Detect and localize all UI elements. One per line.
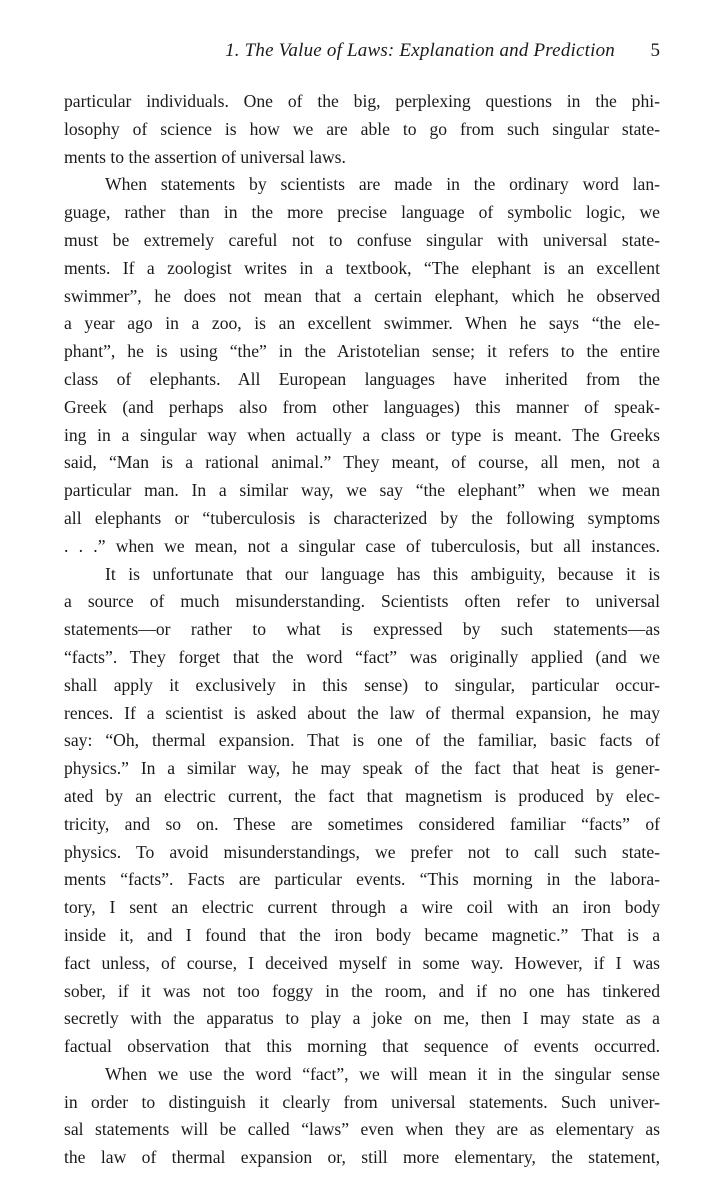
text-line: statements—or rather to what is expressed by such statements—as	[64, 619, 660, 640]
text-line: fact unless, of course, I deceived myself in some way. However, if I was	[64, 952, 660, 973]
text-line: said, “Man is a rational animal.” They meant, of course, all men, not a	[64, 452, 660, 473]
text-line: swimmer”, he does not mean that a certain elephant, which he observed	[64, 285, 660, 306]
text-line: guage, rather than in the more precise language of symbolic logic, we	[64, 202, 660, 223]
text-line: Greek (and perhaps also from other languages) this manner of speak-	[64, 396, 660, 417]
text-line: tricity, and so on. These are sometimes considered familiar “facts” of	[64, 813, 660, 834]
text-line: physics.” In a similar way, he may speak of the fact that heat is gener-	[64, 758, 660, 779]
paragraph-first-line: It is unfortunate that our language has this ambiguity, because it is	[105, 563, 660, 584]
text-line: particular man. In a similar way, we say “the elephant” when we mean	[64, 480, 660, 501]
text-line: in order to distinguish it clearly from universal statements. Such univer-	[64, 1091, 660, 1112]
text-line: ments to the assertion of universal laws.	[64, 146, 346, 167]
text-line: physics. To avoid misunderstandings, we prefer not to call such state-	[64, 841, 660, 862]
text-line: phant”, he is using “the” in the Aristotelian sense; it refers to the entire	[64, 341, 660, 362]
text-line: ments “facts”. Facts are particular events. “This morning in the labora-	[64, 869, 660, 890]
text-line: the law of thermal expansion or, still more elementary, the statement,	[64, 1147, 660, 1168]
text-line: losophy of science is how we are able to go from such singular state-	[64, 118, 660, 139]
text-line: all elephants or “tuberculosis is characterized by the following symptoms	[64, 507, 660, 528]
text-line: ing in a singular way when actually a class or type is meant. The Greeks	[64, 424, 660, 445]
text-line: secretly with the apparatus to play a joke on me, then I may state as a	[64, 1008, 660, 1029]
paragraph-first-line: When statements by scientists are made in the ordinary word lan-	[105, 174, 660, 195]
text-line: ated by an electric current, the fact that magnetism is produced by elec-	[64, 785, 660, 806]
text-line: particular individuals. One of the big, perplexing questions in the phi-	[64, 91, 660, 111]
body-text	[64, 88, 660, 1172]
text-line: a year ago in a zoo, is an excellent swimmer. When he says “the ele-	[64, 313, 660, 334]
text-line: shall apply it exclusively in this sense) to singular, particular occur-	[64, 674, 660, 695]
text-line: sal statements will be called “laws” even when they are as elementary as	[64, 1119, 660, 1140]
page-number: 5	[650, 40, 660, 61]
text-line: . . .” when we mean, not a singular case of tuberculosis, but all instances.	[64, 535, 660, 556]
running-head	[60, 38, 660, 64]
text-line: rences. If a scientist is asked about the law of thermal expansion, he may	[64, 702, 660, 723]
paragraph-first-line: When we use the word “fact”, we will mean it in the singular sense	[105, 1063, 660, 1084]
text-line: a source of much misunderstanding. Scientists often refer to universal	[64, 591, 660, 612]
text-line: factual observation that this morning that sequence of events occurred.	[64, 1036, 660, 1057]
text-line: inside it, and I found that the iron body became magnetic.” That is a	[64, 924, 660, 945]
text-line: tory, I sent an electric current through a wire coil with an iron body	[64, 897, 660, 918]
text-line: “facts”. They forget that the word “fact” was originally applied (and we	[64, 646, 660, 667]
text-line: class of elephants. All European languages have inherited from the	[64, 368, 660, 389]
running-title: 1. The Value of Laws: Explanation and Prediction	[225, 40, 615, 61]
text-line: ments. If a zoologist writes in a textbook, “The elephant is an excellent	[64, 257, 660, 278]
text-line: say: “Oh, thermal expansion. That is one of the familiar, basic facts of	[64, 730, 660, 751]
text-line: must be extremely careful not to confuse singular with universal state-	[64, 229, 660, 250]
text-line: sober, if it was not too foggy in the room, and if no one has tinkered	[64, 980, 660, 1001]
